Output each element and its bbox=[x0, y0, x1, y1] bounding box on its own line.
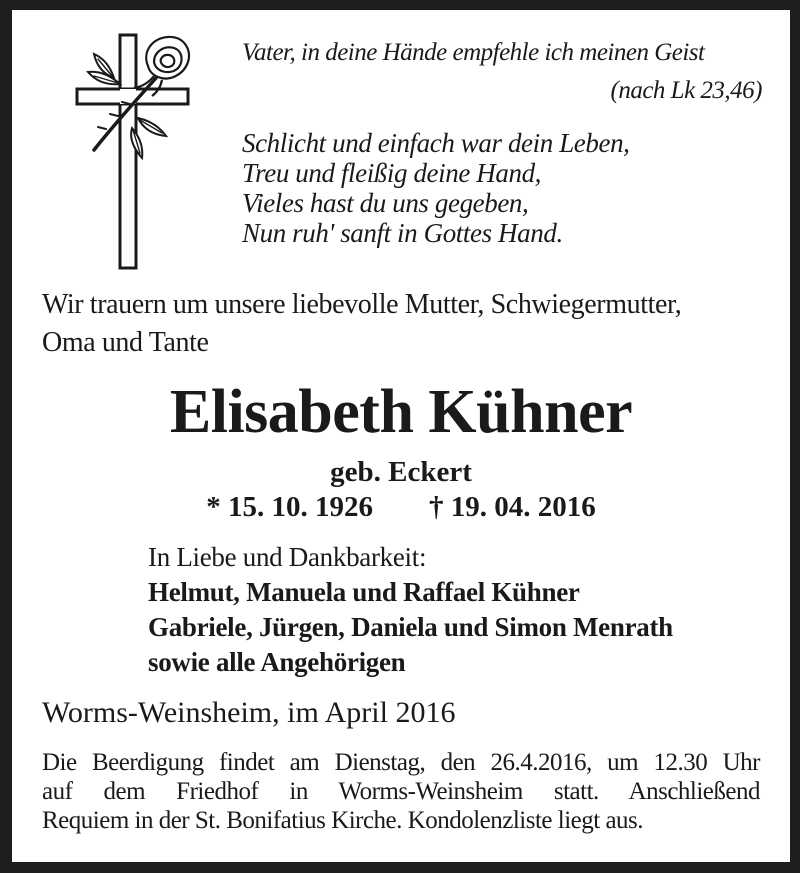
mourner-line: sowie alle Angehörigen bbox=[148, 647, 406, 677]
announcement-line: Requiem in der St. Bonifatius Kirche. Kondolenzliste liegt aus. bbox=[42, 807, 644, 834]
mourner-line: Helmut, Manuela und Raffael Kühner bbox=[148, 577, 580, 607]
epigraph-source: (nach Lk 23,46) bbox=[610, 77, 762, 104]
deceased-name: Elisabeth Kühner bbox=[169, 378, 633, 446]
death-date: † 19. 04. 2016 bbox=[429, 491, 596, 523]
mourning-intro-line: Oma und Tante bbox=[42, 327, 209, 358]
funeral-announcement bbox=[42, 748, 760, 835]
obituary-page bbox=[12, 10, 790, 862]
maiden-name: geb. Eckert bbox=[330, 456, 472, 488]
epigraph-quote: Vater, in deine Hände empfehle ich meinen Geist bbox=[242, 39, 705, 66]
verse-line: Treu und fleißig deine Hand, bbox=[242, 158, 542, 188]
life-dates bbox=[12, 491, 790, 523]
birth-date: * 15. 10. 1926 bbox=[206, 491, 373, 523]
epigraph bbox=[242, 34, 762, 110]
verse-line: Nun ruh' sanft in Gottes Hand. bbox=[242, 218, 563, 248]
mourning-intro bbox=[42, 286, 768, 362]
mourning-intro-line: Wir trauern um unsere liebevolle Mutter, Schwiegermutter, bbox=[42, 289, 682, 320]
mourners-intro: In Liebe und Dankbarkeit: bbox=[148, 542, 427, 572]
memorial-verse bbox=[242, 128, 762, 248]
announcement-line: Die Beerdigung findet am Dienstag, den 26.4.2016, um 12.30 Uhr bbox=[42, 749, 760, 776]
announcement-line: auf dem Friedhof in Worms-Weinsheim statt. Anschließend bbox=[42, 778, 760, 805]
verse-line: Vieles hast du uns gegeben, bbox=[242, 188, 529, 218]
mourners-block bbox=[148, 540, 748, 680]
verse-line: Schlicht und einfach war dein Leben, bbox=[242, 128, 630, 158]
mourner-line: Gabriele, Jürgen, Daniela und Simon Menrath bbox=[148, 612, 673, 642]
place-date: Worms-Weinsheim, im April 2016 bbox=[42, 696, 456, 729]
cross-with-rose-icon bbox=[68, 32, 198, 272]
